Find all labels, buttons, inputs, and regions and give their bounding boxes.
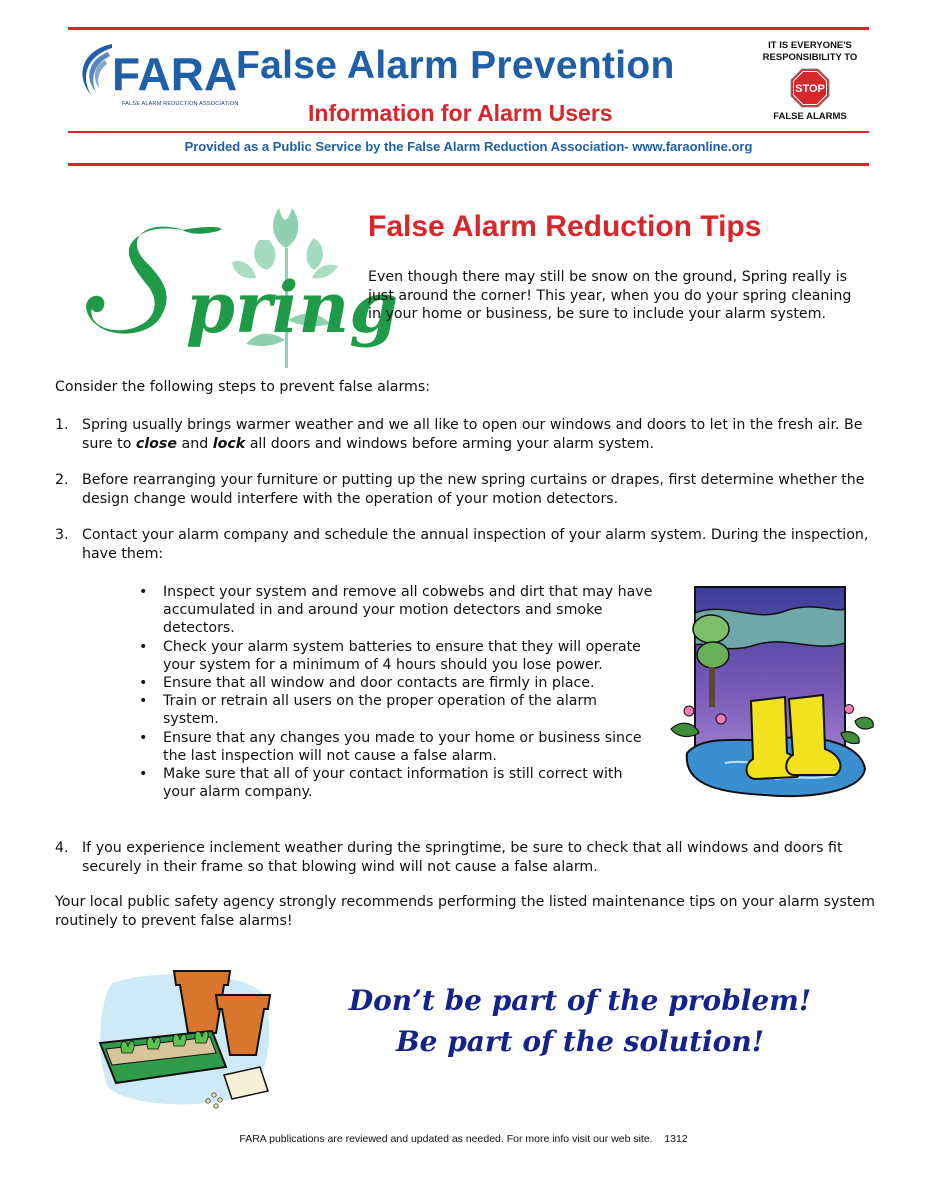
step-number: 2.	[55, 472, 69, 488]
header-title: False Alarm Prevention	[236, 44, 675, 87]
step-text-part: and	[177, 435, 213, 452]
stop-false-alarms-badge	[748, 40, 872, 128]
list-item	[135, 729, 655, 765]
bullet-text: Train or retrain all users on the proper operation of the alarm system.	[163, 693, 597, 728]
bullet-text: Make sure that all of your contact information is still correct with your alarm company.	[163, 766, 623, 801]
step-text: Before rearranging your furniture or putting up the new spring curtains or drapes, first determine whether the design change would interfere with the operation of your motion detectors.	[82, 472, 865, 507]
step-item	[55, 839, 875, 876]
bullet-text: Check your alarm system batteries to ensure that they will operate your system for a minimum of 4 hours should you lose power.	[163, 638, 641, 673]
logo-text: FARA	[112, 48, 238, 100]
header-mid-rule	[68, 131, 869, 133]
step-number: 3.	[55, 527, 69, 543]
stop-sign-text: STOP	[795, 83, 825, 95]
intro-paragraph: Even though there may still be snow on the ground, Spring really is just around the corner! This year, when you do your spring cleaning in your home or business, be sure to include your alarm system.	[368, 269, 852, 322]
fara-logo	[72, 36, 239, 112]
header-top-rule	[68, 27, 869, 30]
step-text	[82, 416, 875, 453]
step-item	[55, 526, 875, 563]
bullet-icon: •	[139, 584, 148, 600]
step-text: If you experience inclement weather during the springtime, be sure to check that all windows and doors fit securely in their frame so that blowing wind will not cause a false alarm.	[82, 840, 843, 875]
list-item	[135, 765, 655, 801]
step-emphasis-lock: lock	[212, 435, 246, 452]
stop-sign-icon	[790, 68, 830, 108]
slogan	[340, 980, 820, 1062]
step-text-part: all doors and windows before arming your alarm system.	[245, 435, 654, 452]
step-number: 4.	[55, 840, 69, 856]
step-number: 1.	[55, 417, 69, 433]
bullet-icon: •	[139, 693, 148, 710]
stop-badge-line1: IT IS EVERYONE'S	[768, 40, 852, 51]
step-emphasis-close: close	[135, 435, 177, 452]
spring-flower-art	[64, 200, 399, 378]
closing-paragraph: Your local public safety agency strongly recommends performing the listed maintenance tips on your alarm system routinely to prevent false alarms!	[55, 894, 875, 929]
bullet-text: Ensure that all window and door contacts are firmly in place.	[163, 675, 595, 692]
step-text: Contact your alarm company and schedule the annual inspection of your alarm system. During the inspection, have them:	[82, 527, 869, 562]
stop-badge-line3: FALSE ALARMS	[773, 111, 847, 122]
list-item	[135, 674, 655, 692]
logo-subtext: FALSE ALARM REDUCTION ASSOCIATION	[122, 101, 239, 107]
page-title: False Alarm Reduction Tips	[368, 210, 762, 243]
list-item	[135, 583, 655, 638]
bullet-text: Inspect your system and remove all cobwebs and dirt that may have accumulated in and around your motion detectors and smoke detectors.	[163, 584, 653, 637]
slogan-line1: Don’t be part of the problem!	[348, 984, 812, 1017]
step-item	[55, 416, 875, 453]
consider-paragraph: Consider the following steps to prevent false alarms:	[55, 379, 431, 395]
step-text-part: Spring usually brings warmer weather and we all like to open our windows and doors to let in the fresh air. Be sure to	[82, 417, 863, 452]
bullet-icon: •	[139, 766, 148, 783]
bullet-text: Ensure that any changes you made to your home or business since the last inspection will not cause a false alarm.	[163, 729, 642, 764]
rain-boots-art	[665, 583, 875, 808]
spring-art-text: pring	[186, 266, 399, 349]
stop-badge-line2: RESPONSIBILITY TO	[762, 52, 858, 63]
step-item	[55, 471, 875, 508]
bullet-icon: •	[139, 675, 148, 692]
spring-s-icon	[86, 227, 184, 334]
list-item	[135, 638, 655, 674]
header-subtitle: Information for Alarm Users	[308, 100, 613, 126]
slogan-line2: Be part of the solution!	[395, 1025, 765, 1058]
public-service-banner: Provided as a Public Service by the False Alarm Reduction Association- www.faraonline.org	[184, 139, 753, 154]
flower-pots-art	[92, 963, 277, 1113]
footer-note: FARA publications are reviewed and updated as needed. For more info visit our web site. 1312	[239, 1133, 688, 1145]
header-bottom-rule	[68, 163, 869, 166]
list-item	[135, 692, 655, 728]
bullet-icon: •	[139, 729, 148, 746]
bullet-icon: •	[139, 638, 148, 655]
inspection-bullet-list	[135, 583, 655, 801]
